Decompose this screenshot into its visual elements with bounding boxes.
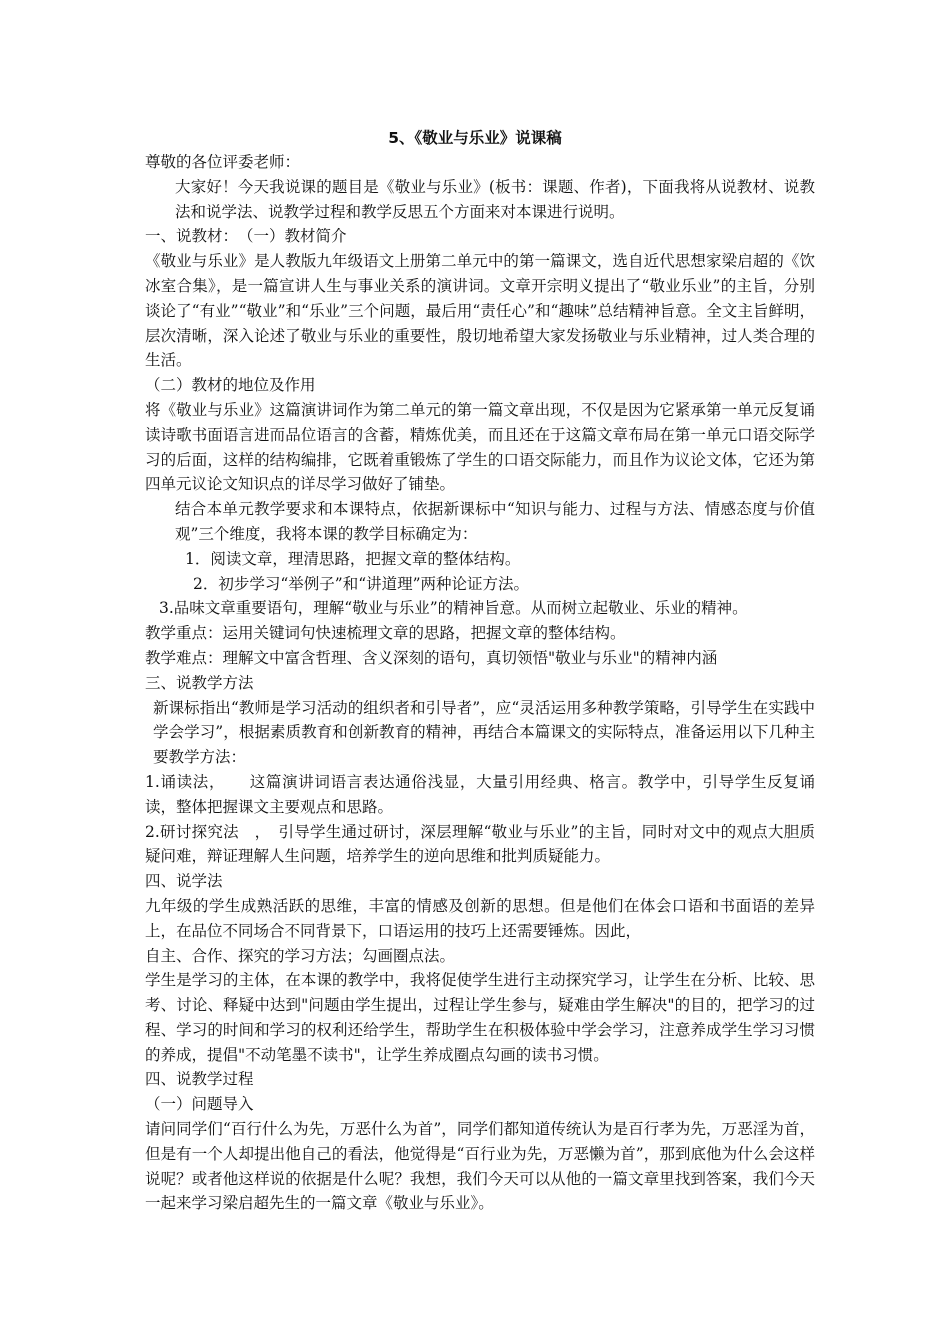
subsection-heading: （二）教材的地位及作用	[145, 376, 316, 395]
paragraph-intro: 大家好！今天我说课的题目是《敬业与乐业》(板书：课题、作者)，下面我将从说教材、说教法和说学法、说教学过程和教学反思五个方面来对本课进行说明。	[175, 177, 815, 221]
paragraph: 2.研讨探究法 ， 引导学生通过研讨，深层理解“敬业与乐业”的主旨，同时对文中的观点大胆质疑问难，辩证理解人生问题，培养学生的逆向思维和批判质疑能力。	[145, 822, 815, 866]
paragraph: 学生是学习的主体，在本课的教学中，我将促使学生进行主动探究学习，让学生在分析、比较、思考、讨论、释疑中达到"问题由学生提出，过程让学生参与，疑难由学生解决"的目的，把学习的过程、学习的时间和学习的权利还给学生，帮助学生在积极体验中学会学习，注意养成学生学习习惯的养成，提倡"不动笔墨不读书"，让学生养成圈点勾画的读书习惯。	[145, 971, 815, 1064]
section-heading: 四、说教学过程	[145, 1070, 254, 1089]
paragraph: 教学重点：运用关键词句快速梳理文章的思路，把握文章的整体结构。	[145, 624, 626, 643]
salutation: 尊敬的各位评委老师：	[145, 153, 301, 171]
paragraph: 教学难点：理解文中富含哲理、含义深刻的语句，真切领悟"敬业与乐业"的精神内涵	[145, 648, 718, 667]
paragraph: 将《敬业与乐业》这篇演讲词作为第二单元的第一篇文章出现，不仅是因为它紧承第一单元反复诵读诗歌书面语言进而品位语言的含蓄，精炼优美，而且还在于这篇文章布局在第一单元口语交际学习的后面，这样的结构编排，它既着重锻炼了学生的口语交际能力，而且作为议论文体，它还为第四单元议论文知识点的详尽学习做好了铺垫。	[145, 400, 815, 494]
paragraph: 请问同学们“百行什么为先，万恶什么为首”，同学们都知道传统认为是百行孝为先，万恶淫为首，但是有一个人却提出他自己的看法，他觉得是“百行业为先，万恶懒为首”，那到底他为什么会这样说呢？或者他这样说的依据是什么呢？我想，我们今天可以从他的一篇文章里找到答案，我们今天一起来学习梁启超先生的一篇文章《敬业与乐业》。	[145, 1120, 815, 1213]
paragraph: 《敬业与乐业》是人教版九年级语文上册第二单元中的第一篇课文，选自近代思想家梁启超的《饮冰室合集》，是一篇宣讲人生与事业关系的演讲词。文章开宗明义提出了“敬业乐业”的主旨，分别谈论了“有业”“敬业”和“乐业”三个问题，最后用“责任心”和“趣味”总结精神旨意。全文主旨鲜明，层次清晰，深入论述了敬业与乐业的重要性，殷切地希望大家发扬敬业与乐业精神，过人类合理的生活。	[145, 252, 815, 370]
paragraph: 新课标指出“教师是学习活动的组织者和引导者”，应“灵活运用多种教学策略，引导学生在实践中学会学习”，根据素质教育和创新教育的精神，再结合本篇课文的实际特点，准备运用以下几种主要教学方法：	[153, 698, 815, 767]
list-item: 1．阅读文章，理清思路，把握文章的整体结构。	[185, 549, 521, 568]
document-title: 5、《敬业与乐业》说课稿	[388, 129, 562, 147]
paragraph: 1.诵读法， 这篇演讲词语言表达通俗浅显，大量引用经典、格言。教学中，引导学生反复诵读，整体把握课文主要观点和思路。	[145, 772, 815, 816]
paragraph: 自主、合作、探究的学习方法；勾画圈点法。	[145, 946, 456, 965]
paragraph: 结合本单元教学要求和本课特点，依据新课标中“知识与能力、过程与方法、情感态度与价值观”三个维度，我将本课的教学目标确定为：	[175, 500, 815, 543]
list-item: 3.品味文章重要语句，理解“敬业与乐业”的精神旨意。从而树立起敬业、乐业的精神。	[159, 599, 748, 618]
section-heading: 三、说教学方法	[145, 673, 254, 692]
subsection-heading: （一）问题导入	[145, 1095, 254, 1114]
section-heading: 四、说学法	[145, 872, 223, 891]
section-heading: 一、说教材： （一）教材简介	[145, 227, 347, 246]
paragraph: 九年级的学生成熟活跃的思维，丰富的情感及创新的思想。但是他们在体会口语和书面语的差异上，在品位不同场合不同背景下，口语运用的技巧上还需要锤炼。因此，	[145, 896, 815, 940]
list-item: 2．初步学习“举例子”和“讲道理”两种论证方法。	[193, 574, 530, 593]
document-body	[145, 150, 815, 1216]
